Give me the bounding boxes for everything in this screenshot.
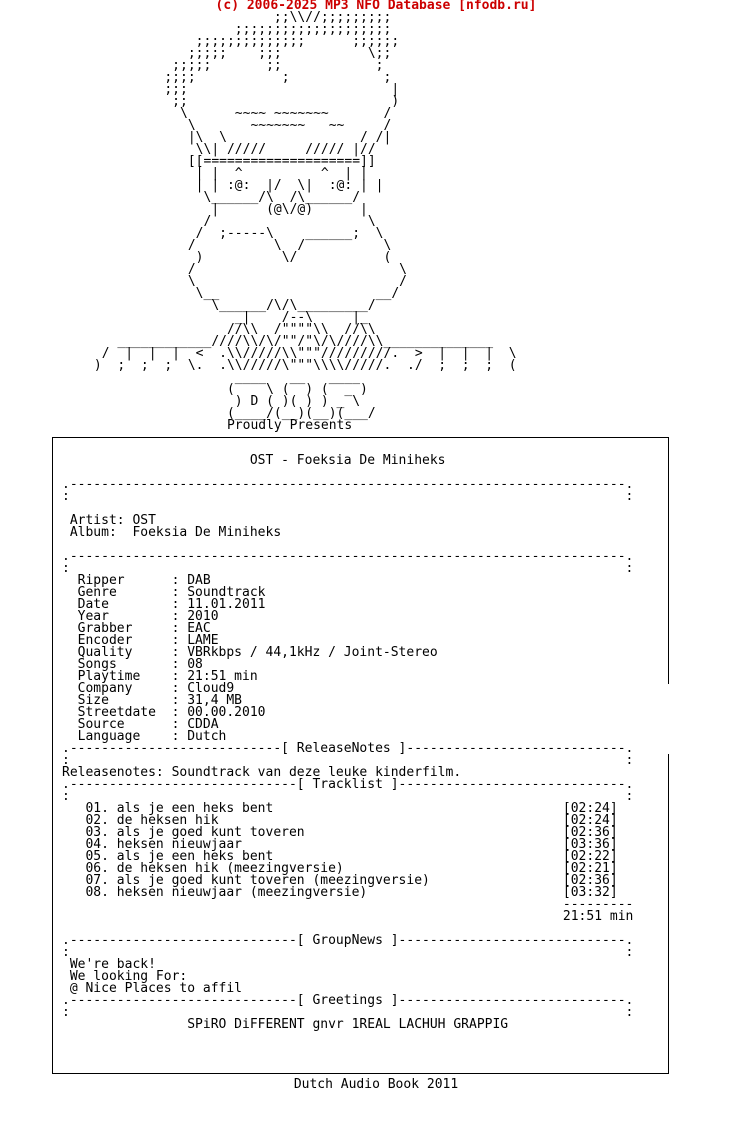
frame-gap [667, 684, 670, 754]
ascii-art-logo [0, 12, 752, 432]
nfo-body: OST - Foeksia De Miniheks .-----------------------------------------------------------------------. : : Artist: OST Album: Foeksia De Miniheks .-----------------------------------------------------------------------. : : Ripper : DAB Genre : Soundtrack Date : 11.01.2011 Year : 2010 Grabber : EAC Encoder : LAME Quality : VBRkbps / 44,1kHz / Joint-Stereo Songs : 08 Playtime : 21:51 min Company : Cloud9 Size : 31,4 MB Streetdate : 00.00.2010 Source : CDDA Language : Dutch .---------------------------[ ReleaseNotes ]----------------------------. : : Releasenotes: Soundtrack van deze leuke kinderfilm. .-----------------------------[ Tracklist ]-----------------------------. : : 01. als je een heks bent [02:24] 02. de heksen hik [02:24] 03. als je goed kunt toveren [02:36] 04. heksen nieuwjaar [03:36] 05. als je een heks bent [02:22] 06. de heksen hik (meezingversie) [02:21] 07. als je goed kunt toveren (meezingversie) [02:36] 08. heksen nieuwjaar (meezingversie) [03:32] --------- 21:51 min .-----------------------------[ GroupNews ]-----------------------------. : : We're back! We looking For: @ Nice Places to affil .-----------------------------[ Greetings ]-----------------------------. : : SPiRO DiFFERENT gnvr 1REAL LACHUH GRAPPIG [62, 453, 634, 1032]
footer-text: Dutch Audio Book 2011 [293, 1077, 459, 1092]
ascii-art-text: ;;\\//;;;;;;;;; ;;;;;;;;;;;;;;;;;;;; ;;;;;;;;;;;;;; ;;;;;; ;;;;; ;;; \;; ;;;;; ;; ; ;;;; ; ; ;;; | ;; ) \ ~~~~ ~~~~~~~ / \ ~~~~~~~ ~~ / |\ \ / /| \\| ///// ///// |// [[====================]] | | ^ ^ | | | | :@: |/ \| :@: | | \______/\ /\______/ | (@\/@) | / \ / ;-----\ ______; \ / \ / \ ) \/ ( / \ \ / \__ __/ \______/\/\_________/ _| /--\ |_ //\\ /""""\\ //\\ ____________////\\/\/""/"\/\////\\______________ / | | | < .\\/////\\"""/////////. > | | | \ ) ; ; ; \. .\\/////\"""\\\\/////. ./ ; ; ; ( ____ __ ____ ( \ ( ) ( _ ) ) D ( )( ) ) _ \ (____/(__)(__)(___/ Proudly Presents [93, 10, 517, 433]
copyright-header: (c) 2006-2025 MP3 NFO Database [nfodb.ru] [215, 0, 537, 13]
